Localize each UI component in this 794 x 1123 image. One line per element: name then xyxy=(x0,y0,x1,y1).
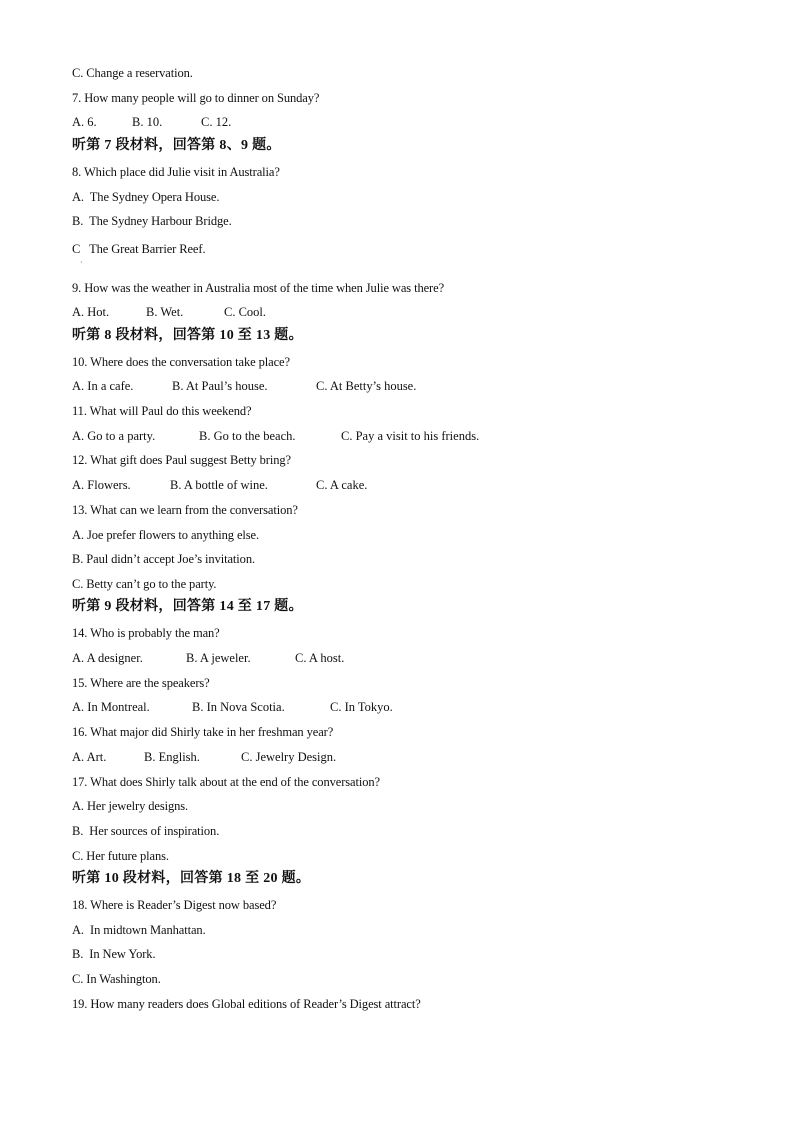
question-text: 12. What gift does Paul suggest Betty bring? xyxy=(72,453,291,467)
section-header: 听第 7 段材料，回答第 8、9 题。 xyxy=(72,138,281,153)
option-b: B. English. xyxy=(144,750,200,764)
option-b: B. Wet. xyxy=(146,305,184,319)
question-text: 7. How many people will go to dinner on Sunday? xyxy=(72,91,320,105)
option-text: A. Her jewelry designs. xyxy=(72,799,189,813)
option-c: C. A host. xyxy=(295,651,345,665)
question-text: 11. What will Paul do this weekend? xyxy=(72,404,252,418)
option-a: A. Art. xyxy=(72,750,107,764)
option-a: A. A designer. xyxy=(72,651,143,665)
option-text: C The Great Barrier Reef. xyxy=(72,242,206,256)
question-text: 10. Where does the conversation take place? xyxy=(72,355,290,369)
option-c: C. A cake. xyxy=(316,478,368,492)
option-c: C. Jewelry Design. xyxy=(241,750,337,764)
option-text: C. Her future plans. xyxy=(72,849,169,863)
question-text: 13. What can we learn from the conversation? xyxy=(72,503,298,517)
option-b: B. 10. xyxy=(132,115,163,129)
option-c: C. Pay a visit to his friends. xyxy=(341,429,480,443)
option-b: B. Go to the beach. xyxy=(199,429,296,443)
option-text: A. In midtown Manhattan. xyxy=(72,923,206,937)
section-header: 听第 10 段材料，回答第 18 至 20 题。 xyxy=(72,871,311,886)
option-text: C. Betty can’t go to the party. xyxy=(72,577,217,591)
question-text: 15. Where are the speakers? xyxy=(72,676,210,690)
option-text: B. The Sydney Harbour Bridge. xyxy=(72,214,232,228)
option-text: C. Change a reservation. xyxy=(72,66,193,80)
option-a: A. Hot. xyxy=(72,305,110,319)
option-a: A. Go to a party. xyxy=(72,429,156,443)
question-text: 8. Which place did Julie visit in Australia? xyxy=(72,165,280,179)
question-text: 19. How many readers does Global editions of Reader’s Digest attract? xyxy=(72,997,421,1011)
question-text: 9. How was the weather in Australia most of the time when Julie was there? xyxy=(72,281,445,295)
stray-dot: · xyxy=(80,258,83,267)
option-c: C. 12. xyxy=(201,115,232,129)
option-c: C. In Tokyo. xyxy=(330,700,393,714)
option-text: A. Joe prefer flowers to anything else. xyxy=(72,528,260,542)
option-c: C. Cool. xyxy=(224,305,267,319)
option-c: C. At Betty’s house. xyxy=(316,379,417,393)
option-b: B. At Paul’s house. xyxy=(172,379,268,393)
option-text: B. Her sources of inspiration. xyxy=(72,824,220,838)
question-text: 16. What major did Shirly take in her freshman year? xyxy=(72,725,334,739)
section-header: 听第 9 段材料，回答第 14 至 17 题。 xyxy=(72,599,303,614)
question-text: 14. Who is probably the man? xyxy=(72,626,220,640)
question-text: 17. What does Shirly talk about at the end of the conversation? xyxy=(72,775,380,789)
option-text: B. Paul didn’t accept Joe’s invitation. xyxy=(72,552,255,566)
option-text: A. The Sydney Opera House. xyxy=(72,190,220,204)
option-text: C. In Washington. xyxy=(72,972,161,986)
option-a: A. Flowers. xyxy=(72,478,131,492)
option-a: A. In a cafe. xyxy=(72,379,134,393)
option-b: B. A jeweler. xyxy=(186,651,251,665)
question-text: 18. Where is Reader’s Digest now based? xyxy=(72,898,277,912)
option-b: B. In Nova Scotia. xyxy=(192,700,285,714)
option-text: B. In New York. xyxy=(72,947,156,961)
option-b: B. A bottle of wine. xyxy=(170,478,268,492)
option-a: A. 6. xyxy=(72,115,97,129)
option-a: A. In Montreal. xyxy=(72,700,150,714)
section-header: 听第 8 段材料，回答第 10 至 13 题。 xyxy=(72,328,303,343)
